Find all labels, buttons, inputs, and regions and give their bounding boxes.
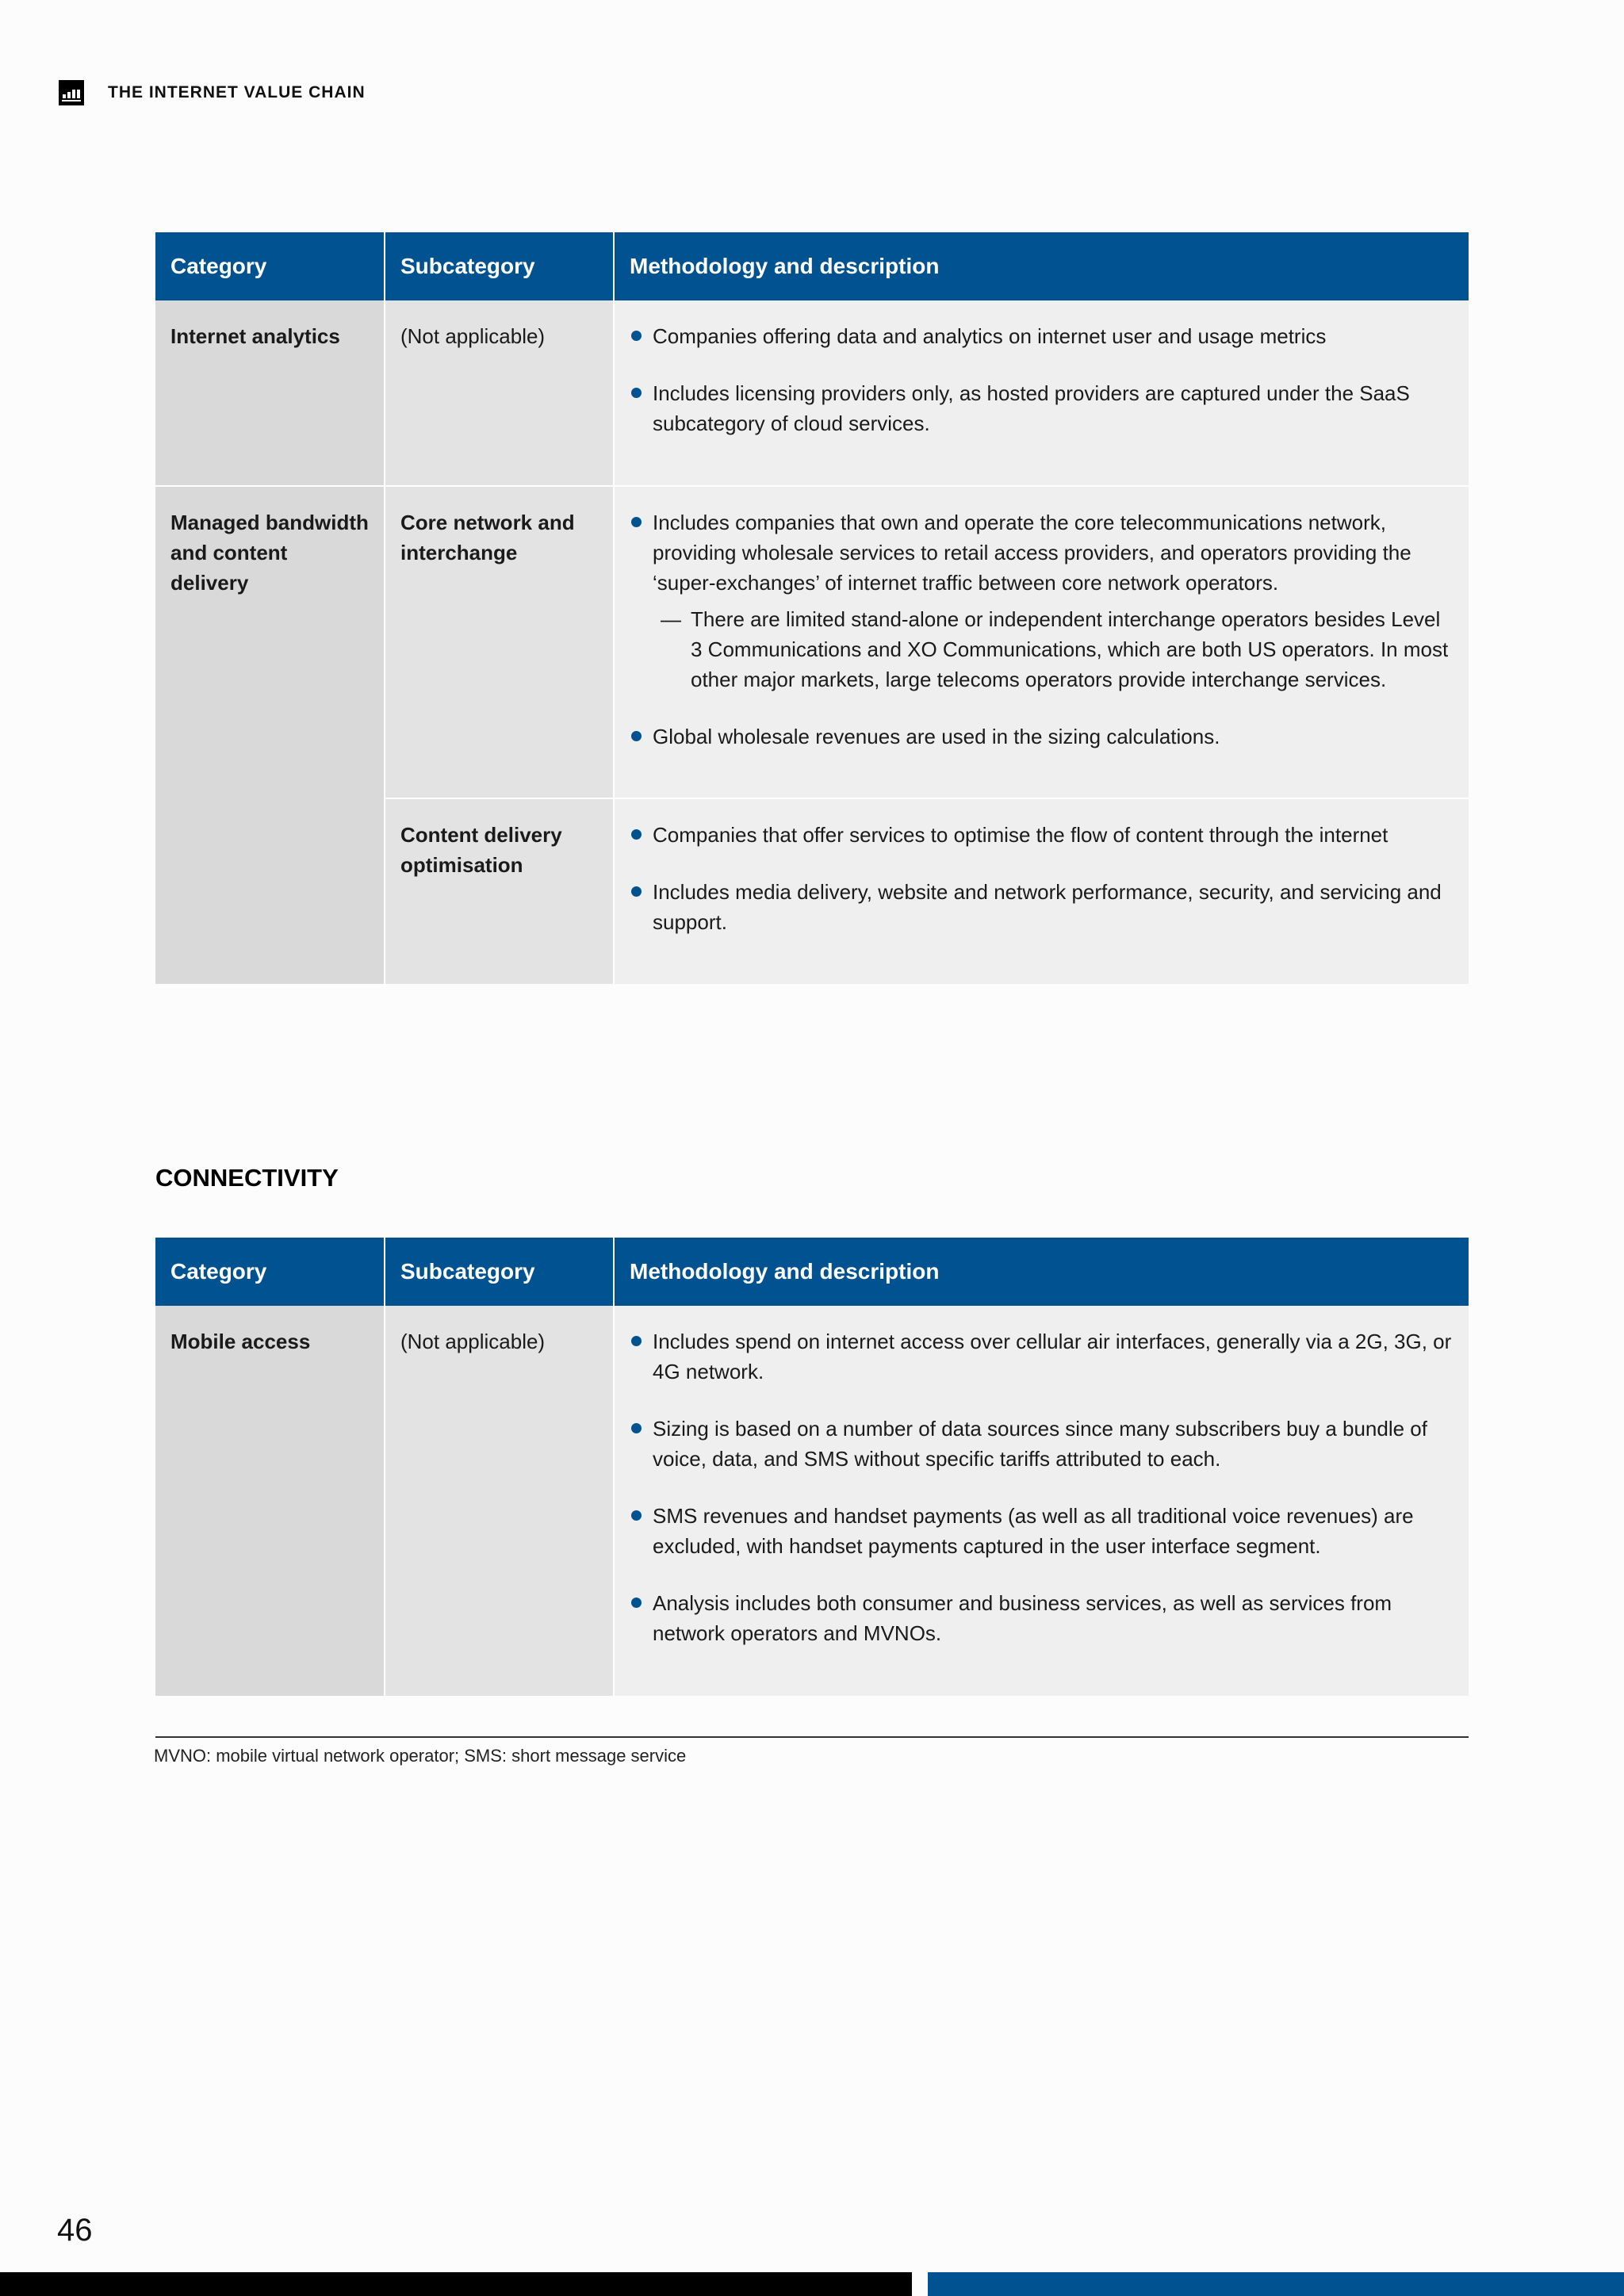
description-cell <box>614 1306 1469 1696</box>
section-title: CONNECTIVITY <box>155 1164 339 1192</box>
bullet-item: Includes media delivery, website and network performance, security, and servicing and support. <box>630 877 1454 937</box>
bullet-item: Includes spend on internet access over cellular air interfaces, generally via a 2G, 3G, or 4G network. <box>630 1326 1454 1387</box>
subcategory-cell: (Not applicable) <box>385 1306 614 1696</box>
column-header-methodology: Methodology and description <box>614 1238 1469 1306</box>
footnote: MVNO: mobile virtual network operator; SMS: short message service <box>154 1746 687 1766</box>
methodology-table-1 <box>155 232 1469 984</box>
subcategory-cell: Content delivery optimisation <box>385 798 614 984</box>
bullet-item: Sizing is based on a number of data sources since many subscribers buy a bundle of voice, data, and SMS without specific tariffs attributed to each. <box>630 1414 1454 1474</box>
bullet-item: Companies that offer services to optimise the flow of content through the internet <box>630 820 1454 850</box>
category-cell: Managed bandwidth and content delivery <box>155 486 385 984</box>
footer-bar-black <box>0 2272 912 2296</box>
sub-bullet-item: — There are limited stand-alone or independent interchange operators besides Level 3 Communications and XO Communications, which are both US operators. In most other major markets, large telecoms operators provide interchange services. <box>653 604 1454 695</box>
running-header <box>59 79 366 106</box>
bullet-item <box>630 507 1454 695</box>
subcategory-cell: Core network and interchange <box>385 486 614 798</box>
column-header-methodology: Methodology and description <box>614 232 1469 300</box>
table-header-row <box>155 232 1469 300</box>
description-cell <box>614 798 1469 984</box>
table-row <box>155 486 1469 798</box>
bullet-item: SMS revenues and handset payments (as well as all traditional voice revenues) are excluded, with handset payments captured in the user interface segment. <box>630 1501 1454 1561</box>
category-cell: Mobile access <box>155 1306 385 1696</box>
report-logo-icon <box>59 80 84 105</box>
table-header-row <box>155 1238 1469 1306</box>
column-header-subcategory: Subcategory <box>385 232 614 300</box>
description-cell <box>614 300 1469 486</box>
column-header-category: Category <box>155 232 385 300</box>
footer-bar-blue <box>928 2272 1624 2296</box>
column-header-subcategory: Subcategory <box>385 1238 614 1306</box>
bullet-item: Companies offering data and analytics on internet user and usage metrics <box>630 321 1454 351</box>
category-cell: Internet analytics <box>155 300 385 486</box>
header-title: THE INTERNET VALUE CHAIN <box>108 83 366 101</box>
bullet-item: Includes licensing providers only, as hosted providers are captured under the SaaS subcategory of cloud services. <box>630 378 1454 438</box>
footnote-divider <box>155 1736 1469 1738</box>
methodology-table-2 <box>155 1238 1469 1696</box>
column-header-category: Category <box>155 1238 385 1306</box>
bullet-item: Global wholesale revenues are used in the sizing calculations. <box>630 721 1454 752</box>
description-cell <box>614 486 1469 798</box>
table-row <box>155 1306 1469 1696</box>
subcategory-cell: (Not applicable) <box>385 300 614 486</box>
page-number: 46 <box>57 2213 93 2248</box>
bullet-text: Includes companies that own and operate the core telecommunications network, providing wholesale services to retail access providers, and operators providing the ‘super-exchanges’ of internet traffic between core network operators. <box>653 511 1411 595</box>
bullet-item: Analysis includes both consumer and business services, as well as services from network operators and MVNOs. <box>630 1588 1454 1648</box>
table-row <box>155 300 1469 486</box>
